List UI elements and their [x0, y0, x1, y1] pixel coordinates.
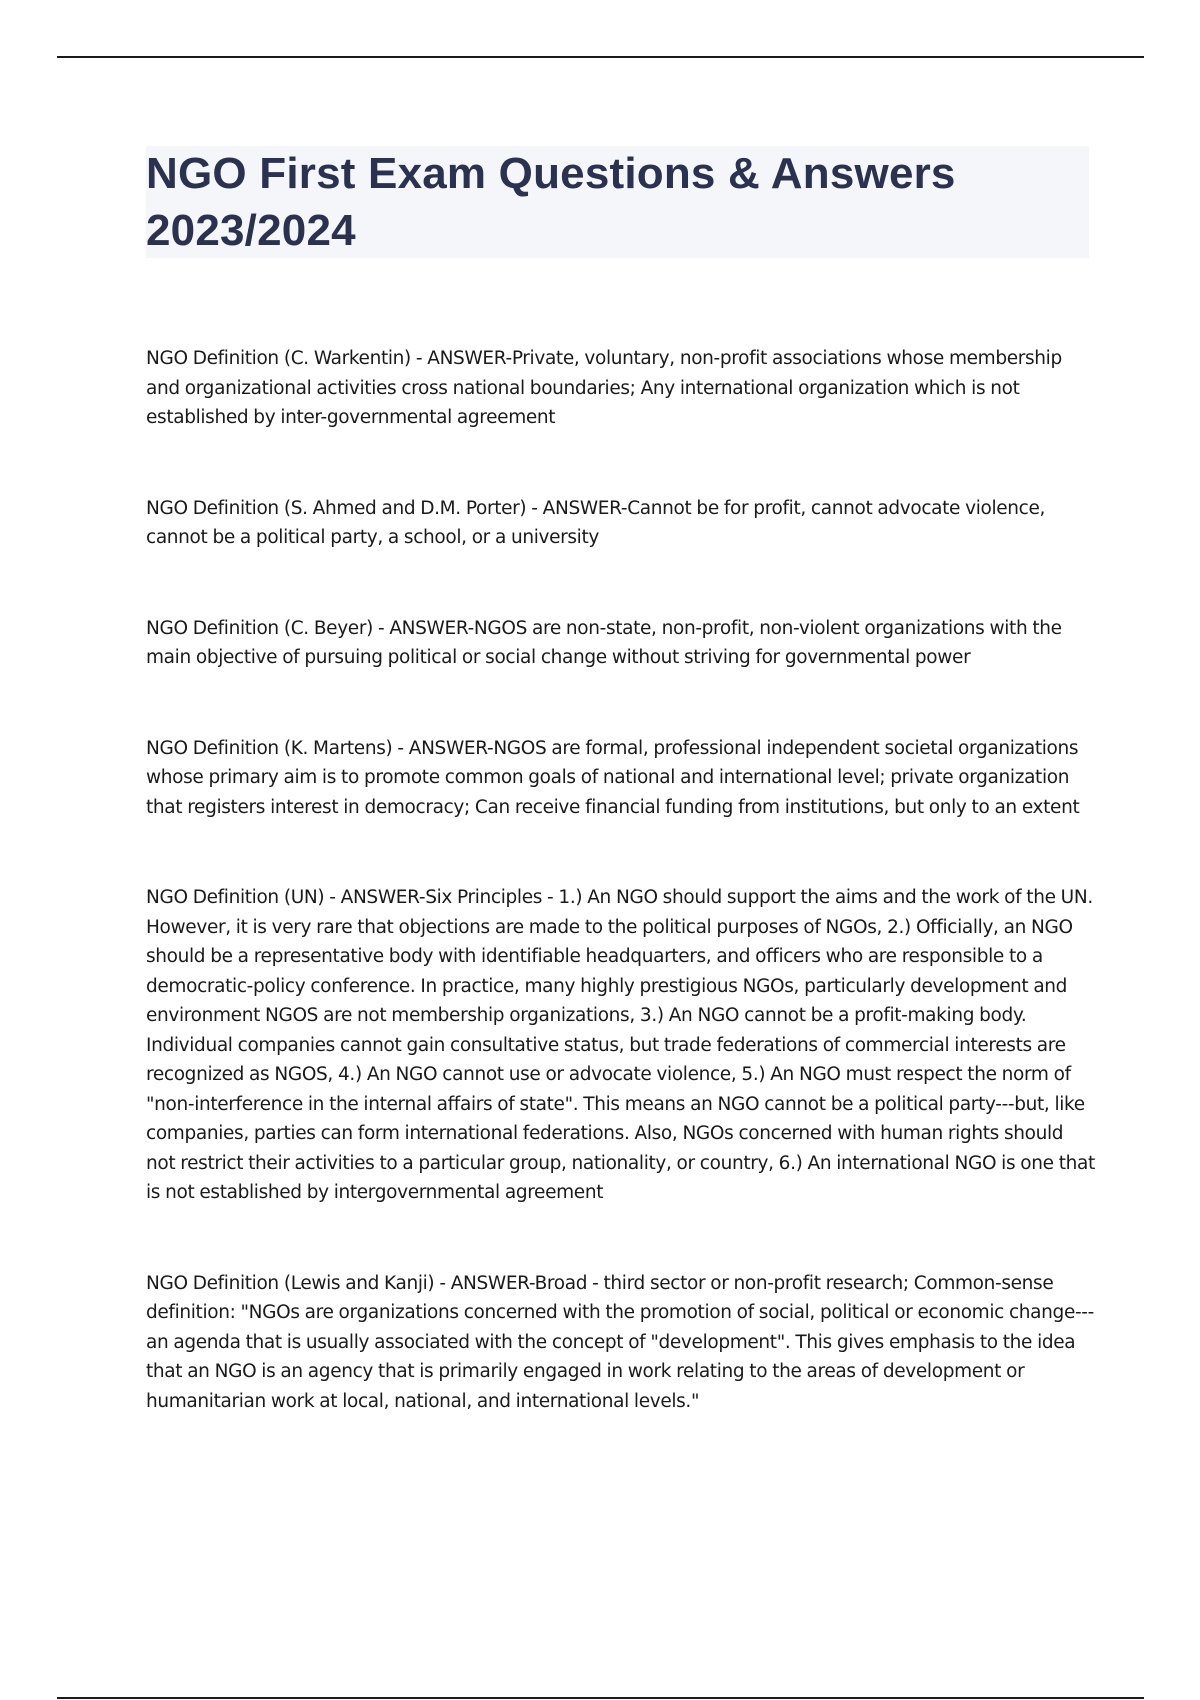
qa-term: NGO Definition (S. Ahmed and D.M. Porter): [146, 497, 527, 519]
qa-separator: -: [372, 617, 390, 639]
qa-term: NGO Definition (UN): [146, 887, 325, 908]
qa-answer: ANSWER-Cannot be for profit, cannot advocate violence, cannot be a political party, a school, or a university: [146, 497, 1046, 548]
qa-entry: [146, 734, 1096, 823]
qa-answer: ANSWER-Private, voluntary, non-profit associations whose membership and organizational activities cross national boundaries; Any international organization which is not established by inter-governmental agreement: [146, 348, 1062, 428]
qa-entry: [146, 1269, 1096, 1417]
qa-answer: ANSWER-NGOS are formal, professional independent societal organizations whose primary aim is to promote common goals of national and international level; private organization that registers interest in democracy; Can receive financial funding from institutions, but only to an extent: [146, 737, 1080, 818]
qa-entry: [146, 614, 1096, 673]
bottom-rule: [57, 1697, 1144, 1699]
document-title: NGO First Exam Questions & Answers 2023/2024: [146, 149, 956, 255]
qa-answer: ANSWER-NGOS are non-state, non-profit, non-violent organizations with the main objective of pursuing political or social change without striving for governmental power: [146, 617, 1062, 668]
qa-term: NGO Definition (C. Beyer): [146, 617, 373, 639]
qa-answer: ANSWER-Six Principles - 1.) An NGO should support the aims and the work of the UN. However, it is very rare that objections are made to the political purposes of NGOs, 2.) Officially, an NGO should be a representative body with identifiable headquarters, and officers who are responsible to a democratic-policy conference. In practice, many highly prestigious NGOs, particularly development and environment NGOS are not membership organizations, 3.) An NGO cannot be a profit-making body. Individual companies cannot gain consultative status, but trade federations of commercial interests are recognized as NGOS, 4.) An NGO cannot use or advocate violence, 5.) An NGO must respect the norm of "non-interference in the internal affairs of state". This means an NGO cannot be a political party---but, like companies, parties can form international federations. Also, NGOs concerned with human rights should not restrict their activities to a particular group, nationality, or country, 6.) An international NGO is one that is not established by intergovernmental agreement: [146, 887, 1095, 1203]
qa-answer: ANSWER-Broad - third sector or non-profit research; Common-sense definition: "NGOs are organizations concerned with the promotion of social, political or economic change---an agenda that is usually associated with the concept of "development". This gives emphasis to the idea that an NGO is an agency that is primarily engaged in work relating to the areas of development or humanitarian work at local, national, and international levels.": [146, 1272, 1094, 1412]
qa-separator: -: [324, 887, 341, 908]
qa-entry: [146, 494, 1096, 553]
qa-separator: -: [410, 348, 428, 369]
qa-separator: -: [392, 737, 409, 759]
qa-entry: [146, 344, 1096, 433]
qa-term: NGO Definition (K. Martens): [146, 737, 393, 759]
qa-separator: -: [434, 1272, 451, 1294]
qa-list: [146, 344, 1096, 1416]
qa-term: NGO Definition (Lewis and Kanji): [146, 1272, 435, 1294]
qa-term: NGO Definition (C. Warkentin): [146, 348, 411, 369]
qa-entry: [146, 883, 1096, 1208]
top-rule: [57, 56, 1144, 58]
qa-separator: -: [526, 497, 543, 519]
